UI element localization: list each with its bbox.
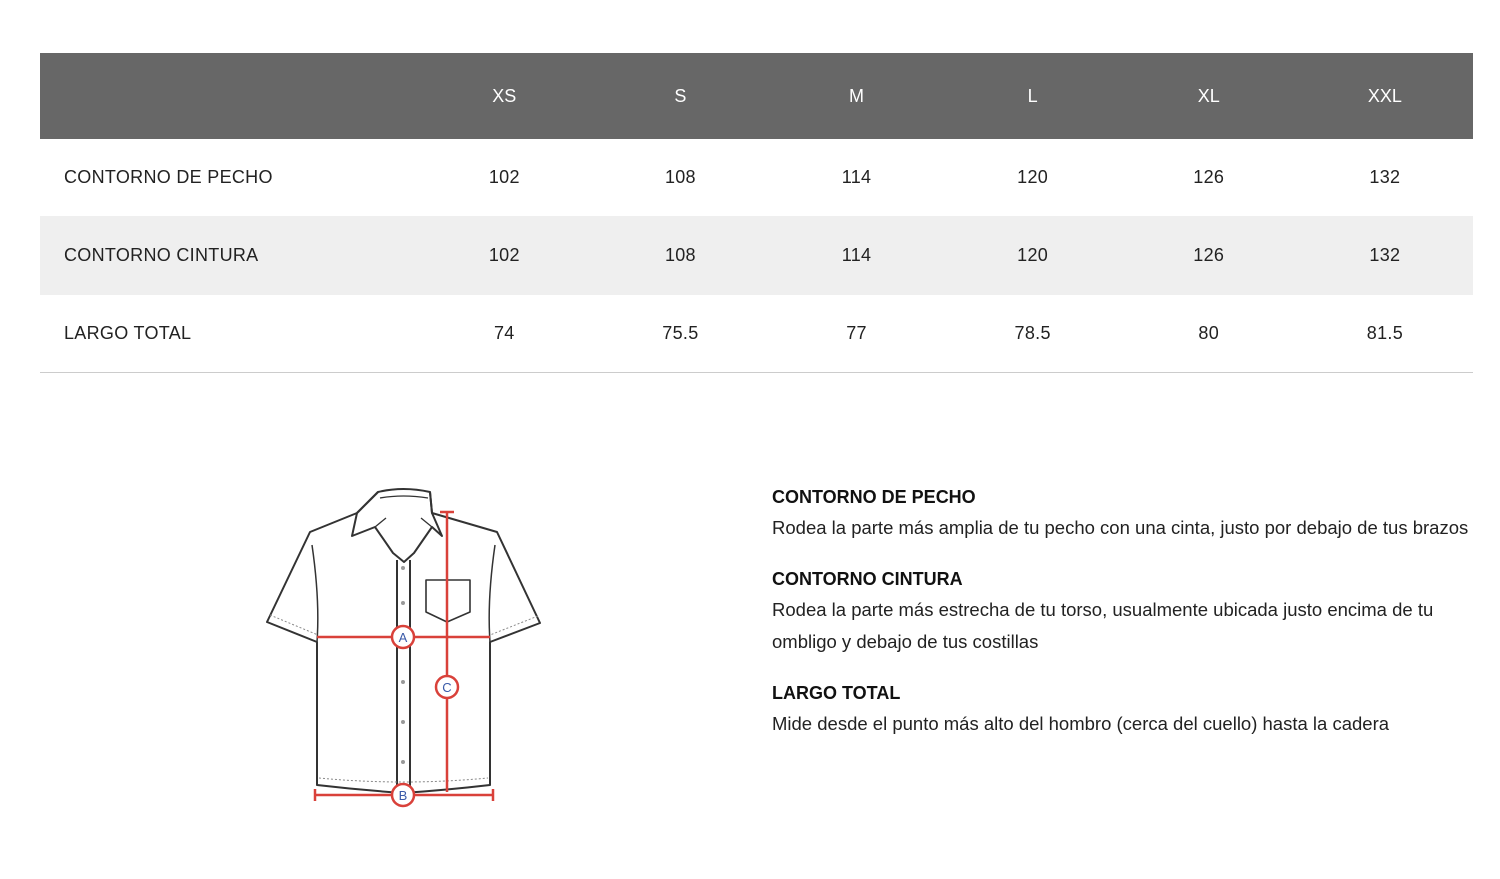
cell: 80 bbox=[1121, 295, 1297, 373]
cell: 126 bbox=[1121, 216, 1297, 295]
size-table bbox=[40, 53, 1473, 373]
cell: 108 bbox=[592, 216, 768, 295]
cell: 78.5 bbox=[945, 295, 1121, 373]
size-m: M bbox=[768, 53, 944, 139]
table-row bbox=[40, 295, 1473, 373]
cell: 108 bbox=[664, 167, 696, 187]
table-row bbox=[40, 139, 1473, 216]
marker-b: B bbox=[398, 788, 408, 803]
size-xxl: XXL bbox=[1297, 53, 1473, 139]
marker-c: C bbox=[442, 680, 452, 695]
cell: 74 bbox=[416, 295, 592, 373]
description-title: CONTORNO DE PECHO bbox=[772, 487, 976, 507]
description-chest bbox=[772, 482, 1472, 544]
size-l: L bbox=[945, 53, 1121, 139]
cell: 102 bbox=[416, 216, 592, 295]
description-text: Rodea la parte más amplia de tu pecho con una cinta, justo por debajo de tus brazos bbox=[772, 517, 1469, 538]
size-xl: XL bbox=[1121, 53, 1297, 139]
marker-a: A bbox=[398, 630, 408, 645]
cell: 126 bbox=[1193, 167, 1225, 187]
header-blank bbox=[40, 53, 416, 139]
table-row bbox=[40, 216, 1473, 295]
row-label: CONTORNO DE PECHO bbox=[64, 167, 273, 187]
cell: 114 bbox=[841, 167, 872, 187]
size-header-row bbox=[40, 53, 1473, 139]
shirt-measurement-diagram bbox=[250, 470, 560, 820]
description-text: Rodea la parte más estrecha de tu torso, usualmente ubicada justo encima de tu ombligo y debajo de tus costillas bbox=[772, 599, 1434, 652]
cell: 102 bbox=[488, 167, 520, 187]
measurement-descriptions bbox=[772, 482, 1472, 760]
cell: 120 bbox=[945, 216, 1121, 295]
description-text: Mide desde el punto más alto del hombro (cerca del cuello) hasta la cadera bbox=[772, 713, 1390, 734]
description-waist bbox=[772, 564, 1472, 658]
description-title: LARGO TOTAL bbox=[772, 683, 901, 703]
cell: 132 bbox=[1297, 216, 1473, 295]
cell: 77 bbox=[768, 295, 944, 373]
size-xs: XS bbox=[416, 53, 592, 139]
row-label: LARGO TOTAL bbox=[40, 295, 416, 373]
description-title: CONTORNO CINTURA bbox=[772, 569, 963, 589]
size-s: S bbox=[592, 53, 768, 139]
cell: 132 bbox=[1369, 167, 1401, 187]
row-label: CONTORNO CINTURA bbox=[40, 216, 416, 295]
cell: 120 bbox=[1017, 167, 1049, 187]
description-length bbox=[772, 678, 1472, 740]
cell: 114 bbox=[768, 216, 944, 295]
cell: 81.5 bbox=[1297, 295, 1473, 373]
cell: 75.5 bbox=[592, 295, 768, 373]
